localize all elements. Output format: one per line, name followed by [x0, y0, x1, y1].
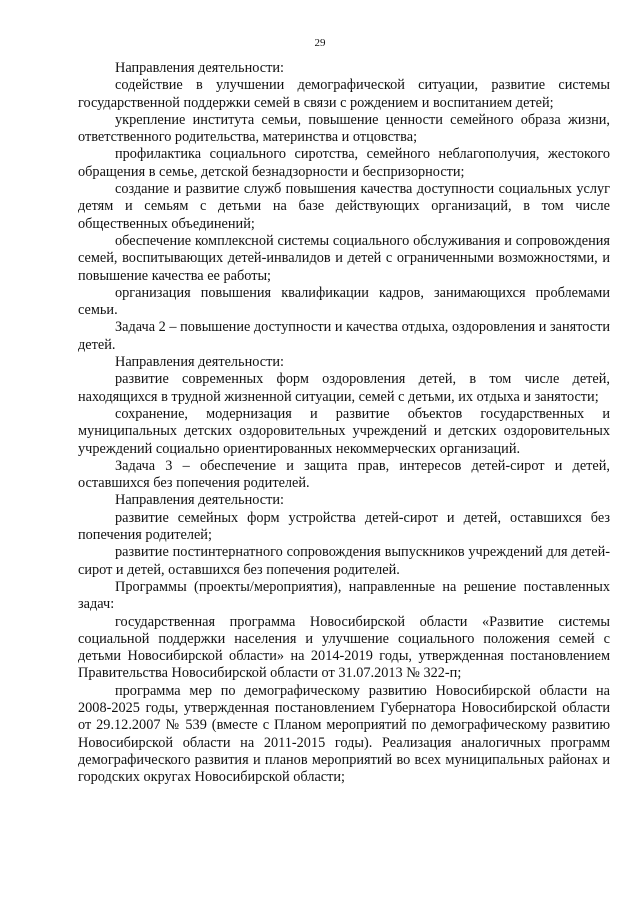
direction-item: укрепление института семьи, повышение ценности семейного образа жизни, ответственного родительства, материнства и отцовства; [78, 111, 610, 146]
directions-heading: Направления деятельности: [115, 492, 284, 509]
task-3-paragraph: Задача 3 – обеспечение и защита прав, интересов детей-сирот и детей, оставшихся без попечения родителей. [78, 457, 610, 492]
direction-item: сохранение, модернизация и развитие объектов государственных и муниципальных детских оздоровительных учреждений и детских оздоровительных учреждений социально ориентированных некоммерческих организаций. [78, 405, 610, 457]
direction-item: создание и развитие служб повышения качества доступности социальных услуг детям и семьям с детьми на базе действующих организаций, в том числе общественных объединений; [78, 181, 610, 232]
task-2-paragraph: Задача 2 – повышение доступности и качества отдыха, оздоровления и занятости детей. [78, 319, 610, 353]
page-number: 29 [314, 37, 326, 49]
direction-item: развитие постинтернатного сопровождения выпускников учреждений для детей-сирот и детей, оставшихся без попечения родителей. [78, 544, 610, 578]
direction-item: организация повышения квалификации кадров, занимающихся проблемами семьи. [78, 284, 610, 319]
document-body [78, 60, 610, 786]
direction-item: развитие семейных форм устройства детей-сирот и детей, оставшихся без попечения родителей; [78, 509, 610, 544]
directions-heading: Направления деятельности: [115, 354, 284, 371]
direction-item: профилактика социального сиротства, семейного неблагополучия, жестокого обращения в семье, детской безнадзорности и беспризорности; [78, 146, 610, 180]
direction-item: обеспечение комплексной системы социального обслуживания и сопровождения семей, воспитывающих детей-инвалидов и детей с ограниченными возможностями, и повышение качества ее работы; [78, 232, 610, 284]
direction-item: содействие в улучшении демографической ситуации, развитие системы государственной поддержки семей в связи с рождением и воспитанием детей; [78, 77, 610, 111]
programs-heading: Программы (проекты/мероприятия), направленные на решение поставленных задач: [78, 578, 610, 613]
direction-item: развитие современных форм оздоровления детей, в том числе детей, находящихся в трудной жизненной ситуации, семей с детьми, их отдыха и занятости; [78, 371, 610, 405]
program-item: государственная программа Новосибирской области «Развитие системы социальной поддержки населения и улучшение социального положения семей с детьми Новосибирской области» на 2014-2019 годы, утвержденная постановлением Правительства Новосибирской области от 31.07.2013 № 322-п; [78, 613, 610, 682]
directions-heading: Направления деятельности: [115, 60, 284, 76]
program-item: программа мер по демографическому развитию Новосибирской области на 2008-2025 годы, утвержденная постановлением Губернатора Новосибирской области от 29.12.2007 № 539 (вместе с Планом мероприятий по демографическому развитию Новосибирской области на 2011-2015 годы). Реализация аналогичных программ демографического развития и планов мероприятий во всех муниципальных районах и городских округах Новосибирской области; [78, 682, 610, 786]
